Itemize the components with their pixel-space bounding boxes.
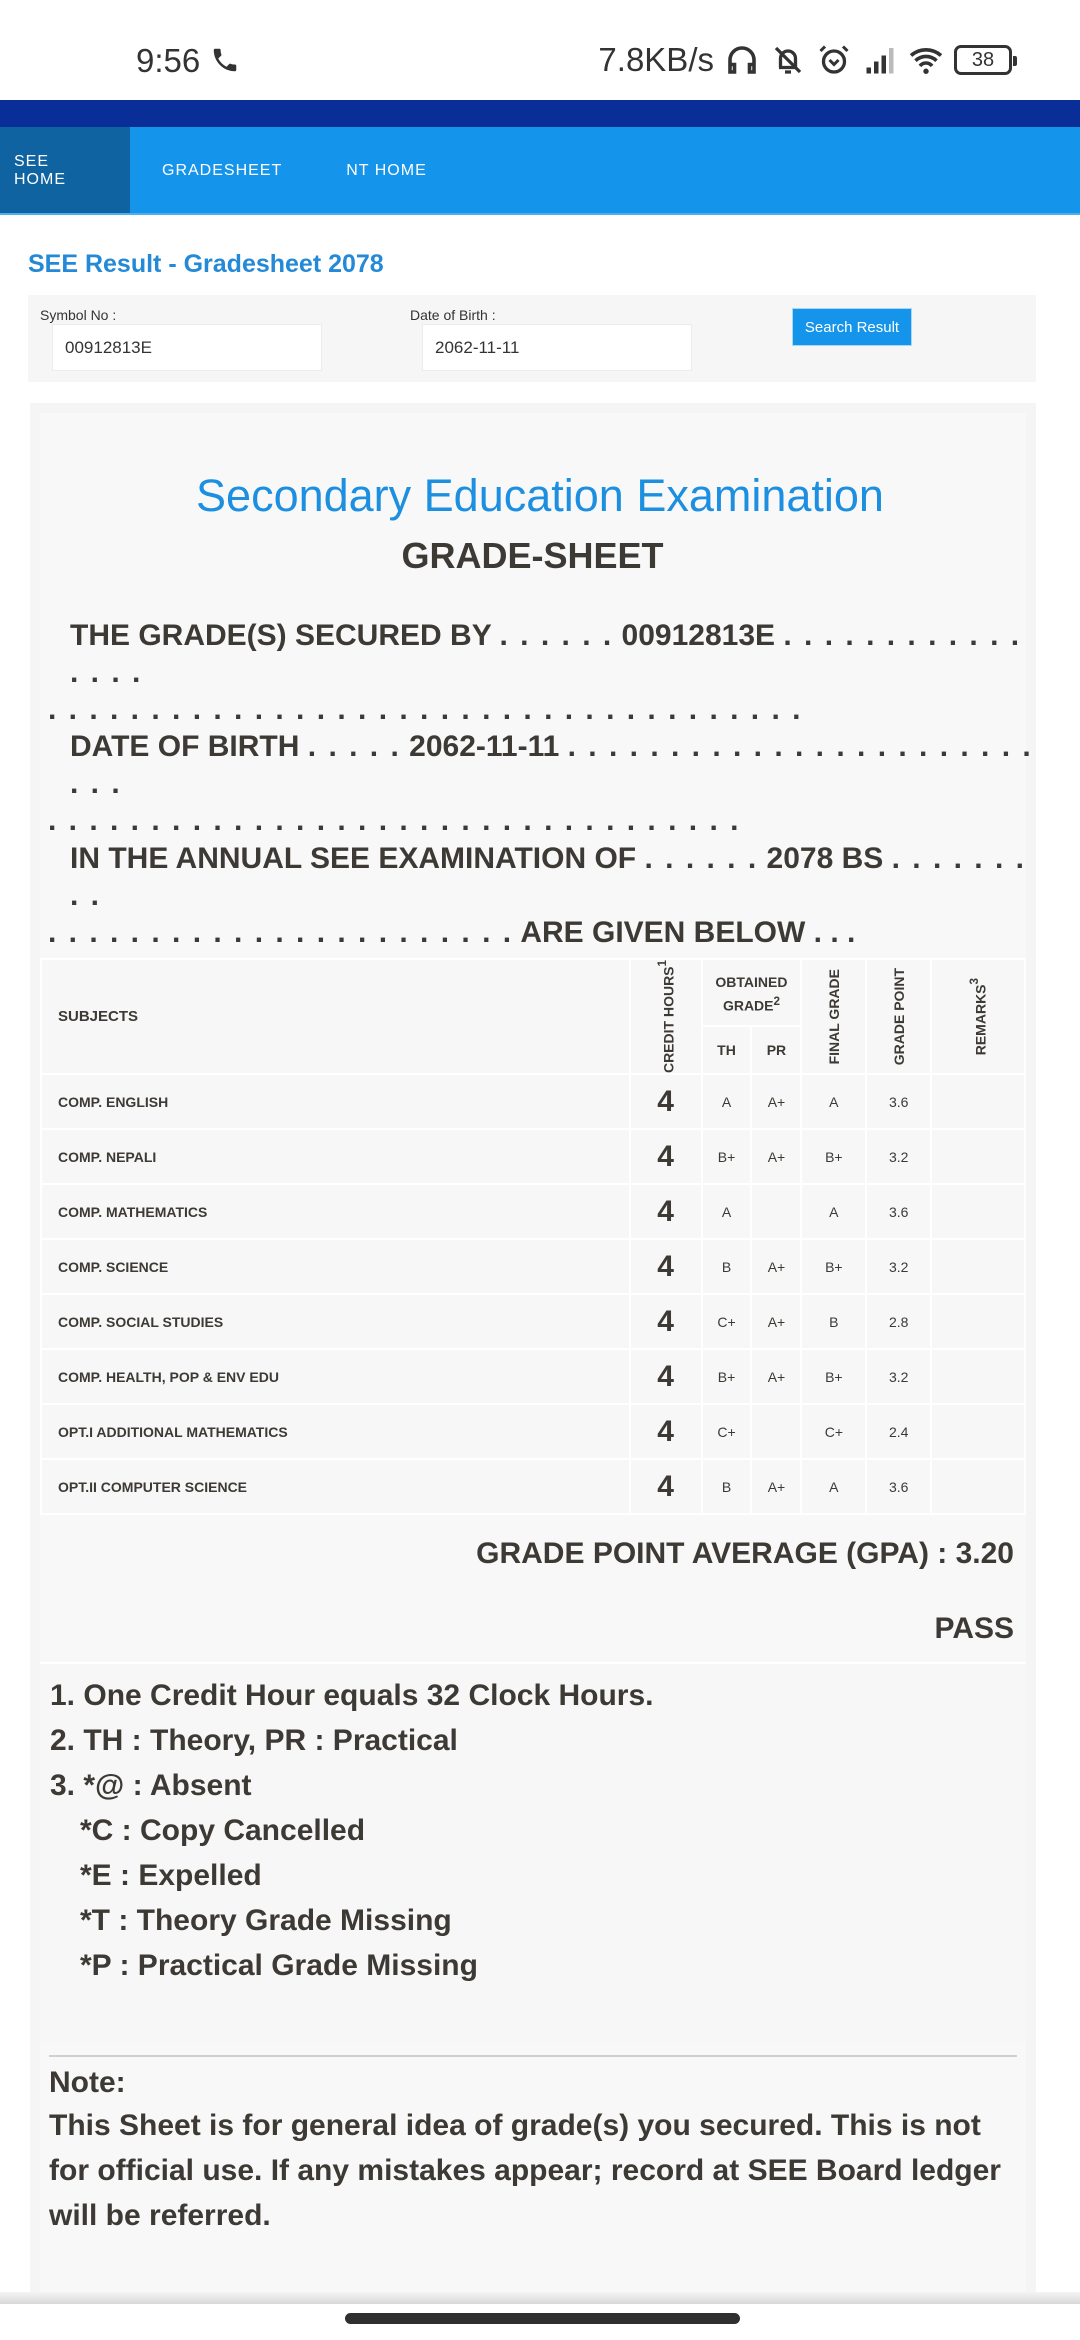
legend-item: *T : Theory Grade Missing: [80, 1904, 452, 1937]
final-grade-cell: B+: [801, 1239, 866, 1294]
secured-by-statement: THE GRADE(S) SECURED BY . . . . . . 00912813E . . . . . . . . . . . . . . . . . . . . . . . . . . . . . . . . . . . . . . . . . . . . . . . . . . . . .: [48, 619, 1022, 726]
nav-nt-home[interactable]: NT HOME: [346, 161, 427, 179]
result-status: PASS: [934, 1612, 1014, 1645]
pr-grade-cell: A+: [751, 1349, 801, 1404]
pr-grade-cell: [751, 1404, 801, 1459]
final-grade-cell: C+: [801, 1404, 866, 1459]
subject-cell: COMP. ENGLISH: [41, 1074, 630, 1129]
pr-grade-cell: A+: [751, 1074, 801, 1129]
th-grade-cell: C+: [702, 1294, 752, 1349]
credit-hours-cell: 4: [630, 1459, 702, 1514]
site-header-band: [0, 100, 1080, 127]
dob-label: Date of Birth :: [410, 307, 496, 323]
pr-grade-cell: A+: [751, 1459, 801, 1514]
pr-grade-cell: A+: [751, 1294, 801, 1349]
exam-statement-label: IN THE ANNUAL SEE EXAMINATION OF: [70, 842, 637, 875]
th-grade-cell: B+: [702, 1129, 752, 1184]
phone-call-icon: [210, 44, 240, 76]
subject-cell: COMP. SOCIAL STUDIES: [41, 1294, 630, 1349]
th-grade-cell: C+: [702, 1404, 752, 1459]
subject-cell: COMP. NEPALI: [41, 1129, 630, 1184]
grade-point-cell: 2.4: [866, 1404, 931, 1459]
secured-by-label: THE GRADE(S) SECURED BY: [70, 619, 492, 652]
exam-statement: IN THE ANNUAL SEE EXAMINATION OF . . . . . . 2078 BS . . . . . . . . . . . . . . . . . . . . . . . . . . . . . . . . ARE GIVEN BELOW . . .: [48, 842, 1026, 949]
remarks-cell: [931, 1294, 1025, 1349]
th-grade-cell: B+: [702, 1349, 752, 1404]
symbol-no-label: Symbol No :: [40, 307, 117, 323]
main-navbar: [0, 127, 1080, 214]
subject-cell: COMP. MATHEMATICS: [41, 1184, 630, 1239]
subject-cell: OPT.II COMPUTER SCIENCE: [41, 1459, 630, 1514]
legend-item: *C : Copy Cancelled: [80, 1814, 366, 1847]
final-grade-cell: B+: [801, 1349, 866, 1404]
header-pr: PR: [751, 1026, 801, 1074]
credit-hours-cell: 4: [630, 1239, 702, 1294]
headphones-icon: [724, 42, 760, 78]
dob-statement: DATE OF BIRTH . . . . . 2062-11-11 . . . . . . . . . . . . . . . . . . . . . . . . . . . . . . . . . . . . . . . . . . . . . . . . . . . . . . . . . . . .: [48, 730, 1033, 837]
symbol-no-input[interactable]: 00912813E: [52, 324, 322, 371]
legend-item: *E : Expelled: [80, 1859, 262, 1892]
wifi-icon: [908, 42, 944, 78]
grade-rows: [41, 1074, 1025, 1514]
final-grade-cell: B: [801, 1294, 866, 1349]
gradesheet-title: GRADE-SHEET: [401, 535, 664, 576]
silent-bell-icon: [770, 42, 806, 78]
given-below-text: ARE GIVEN BELOW . . .: [520, 916, 856, 949]
legend-item: 1. One Credit Hour equals 32 Clock Hours.: [50, 1679, 654, 1712]
header-credit-hours: CREDIT HOURS$^1$: [630, 959, 702, 1074]
nav-see-home[interactable]: SEE HOME: [0, 127, 130, 214]
subject-cell: OPT.I ADDITIONAL MATHEMATICS: [41, 1404, 630, 1459]
note-body: This Sheet is for general idea of grade(s) you secured. This is not for official use. If any mistakes appear; record at SEE Board ledger will be referred.: [49, 2109, 1001, 2232]
grade-point-cell: 3.6: [866, 1459, 931, 1514]
final-grade-cell: A: [801, 1184, 866, 1239]
credit-hours-cell: 4: [630, 1294, 702, 1349]
page-title: SEE Result - Gradesheet 2078: [28, 250, 384, 278]
th-grade-cell: B: [702, 1459, 752, 1514]
credit-hours-cell: 4: [630, 1404, 702, 1459]
credit-hours-cell: 4: [630, 1074, 702, 1129]
status-right: [598, 40, 1012, 80]
table-row: [41, 1184, 1025, 1239]
exam-title: Secondary Education Examination: [196, 470, 884, 521]
header-remarks: REMARKS$^3$: [931, 959, 1025, 1074]
bottom-shadow: [0, 2292, 1080, 2304]
nav-gradesheet[interactable]: GRADESHEET: [162, 161, 283, 179]
table-row: [41, 1129, 1025, 1184]
header-grade-point: GRADE POINT: [866, 959, 931, 1074]
table-row: [41, 1074, 1025, 1129]
dob-input[interactable]: 2062-11-11: [422, 324, 692, 371]
header-th: TH: [702, 1026, 752, 1074]
note-title: Note:: [49, 2066, 126, 2099]
final-grade-cell: A: [801, 1459, 866, 1514]
table-row: [41, 1239, 1025, 1294]
remarks-cell: [931, 1404, 1025, 1459]
search-result-button[interactable]: Search Result: [792, 308, 912, 346]
home-indicator[interactable]: [345, 2313, 740, 2324]
exam-year: 2078 BS: [766, 842, 884, 875]
table-row: [41, 1294, 1025, 1349]
final-grade-cell: A: [801, 1074, 866, 1129]
signal-icon: [862, 42, 898, 78]
grade-table: [40, 958, 1026, 1515]
search-form: [28, 295, 1036, 382]
final-grade-cell: B+: [801, 1129, 866, 1184]
subject-cell: COMP. HEALTH, POP & ENV EDU: [41, 1349, 630, 1404]
grade-point-cell: 3.2: [866, 1349, 931, 1404]
th-grade-cell: A: [702, 1184, 752, 1239]
subject-cell: COMP. SCIENCE: [41, 1239, 630, 1294]
credit-hours-cell: 4: [630, 1129, 702, 1184]
pr-grade-cell: A+: [751, 1129, 801, 1184]
remarks-cell: [931, 1349, 1025, 1404]
credit-hours-cell: 4: [630, 1349, 702, 1404]
network-speed: 7.8KB/s: [598, 41, 714, 78]
remarks-cell: [931, 1459, 1025, 1514]
grade-point-cell: 2.8: [866, 1294, 931, 1349]
th-grade-cell: B: [702, 1239, 752, 1294]
secured-by-symbol: 00912813E: [621, 619, 776, 652]
legend-item: *P : Practical Grade Missing: [80, 1949, 478, 1982]
legend-item: 3. *@ : Absent: [50, 1769, 252, 1802]
table-row: [41, 1349, 1025, 1404]
dob-statement-value: 2062-11-11: [409, 730, 560, 763]
grade-point-cell: 3.2: [866, 1239, 931, 1294]
table-row: [41, 1459, 1025, 1514]
alarm-icon: [816, 42, 852, 78]
pr-grade-cell: A+: [751, 1239, 801, 1294]
grade-point-cell: 3.6: [866, 1184, 931, 1239]
table-row: [41, 1404, 1025, 1459]
note-divider: [49, 2055, 1017, 2057]
grade-point-cell: 3.6: [866, 1074, 931, 1129]
legend-item: 2. TH : Theory, PR : Practical: [50, 1724, 458, 1757]
dob-statement-label: DATE OF BIRTH: [70, 730, 300, 763]
grade-point-cell: 3.2: [866, 1129, 931, 1184]
legend-list: [50, 1673, 654, 1988]
status-time: 9:56: [136, 42, 201, 79]
gpa-text: GRADE POINT AVERAGE (GPA) : 3.20: [476, 1537, 1014, 1570]
credit-hours-cell: 4: [630, 1184, 702, 1239]
header-final-grade: FINAL GRADE: [801, 959, 866, 1074]
remarks-cell: [931, 1184, 1025, 1239]
status-bar: [0, 0, 1080, 100]
battery-level: 38: [971, 48, 995, 71]
navbar-divider: [0, 213, 1080, 215]
remarks-cell: [931, 1074, 1025, 1129]
th-grade-cell: A: [702, 1074, 752, 1129]
remarks-cell: [931, 1129, 1025, 1184]
remarks-cell: [931, 1239, 1025, 1294]
header-subjects: SUBJECTS: [41, 959, 630, 1074]
header-obtained-grade: OBTAINED GRADE$^2$: [702, 959, 802, 1026]
battery-icon: [954, 45, 1012, 75]
pr-grade-cell: [751, 1184, 801, 1239]
